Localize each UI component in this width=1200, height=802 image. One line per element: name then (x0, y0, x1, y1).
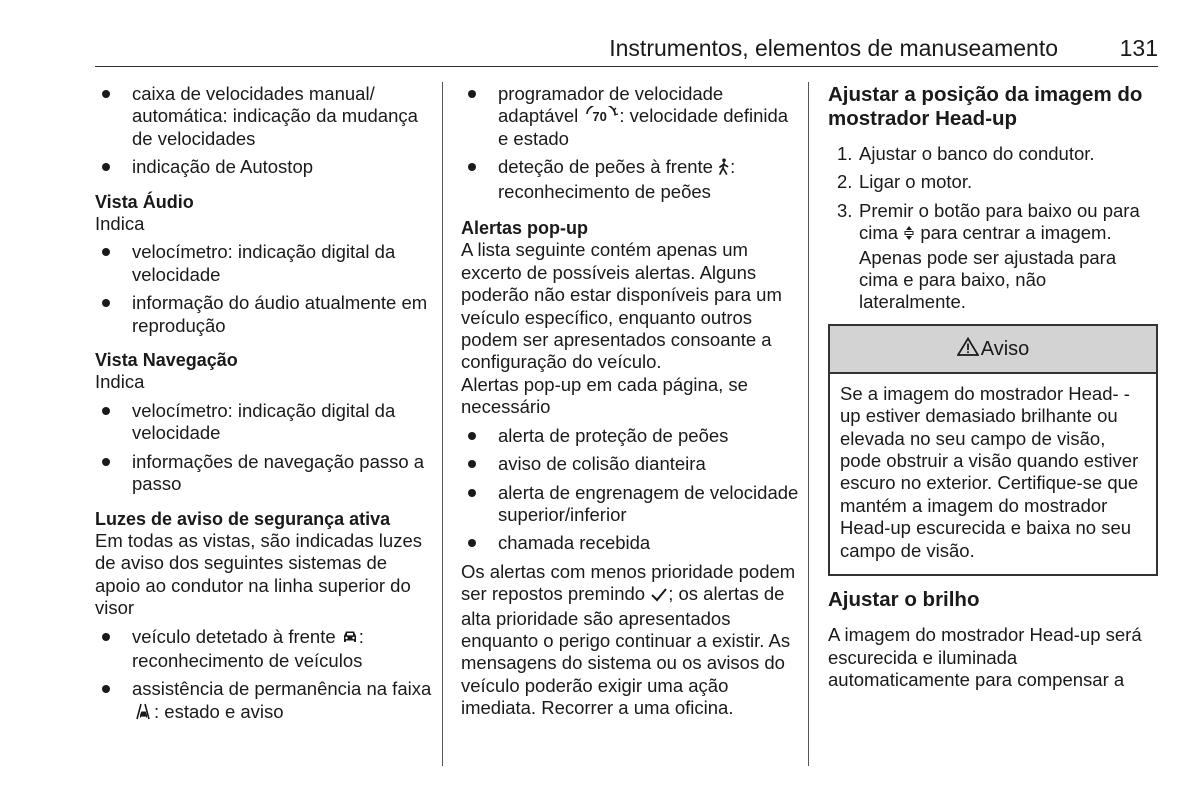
list-item: informação do áudio atualmente em reprodução (95, 292, 435, 337)
list-item (461, 156, 801, 203)
popup-alerts-text: A lista seguinte contém apenas um excerto de possíveis alertas. Alguns poderão não estar disponíveis para um veículo específico, enquanto outros podem ser apresentados consoante a configuração do veículo. (461, 239, 782, 373)
list-item-text: assistência de permanência na faixa (132, 678, 432, 700)
paragraph-text: ; os alertas de alta prioridade são apresentados enquanto o perigo continuar a existir. As mensagens do sistema ou os avisos do veículo poderão exigir uma ação imediata. Recorrer a uma oficina. (461, 583, 791, 719)
list-item (828, 171, 1158, 193)
list-item-text: : reconhecimento de veículos (132, 625, 364, 671)
navigation-view-heading: Vista Navegação (95, 350, 238, 371)
list-item: indicação de Autostop (95, 156, 435, 178)
step-text: Premir o botão para baixo ou para cima (859, 199, 1140, 244)
list-item (95, 678, 435, 725)
list-item-text: veículo detetado à frente (132, 625, 341, 647)
list-item-text: : estado e aviso (154, 700, 284, 722)
column-1 (95, 83, 435, 731)
warning-text: Se a imagem do mostrador Head- -up estiver demasiado brilhante ou elevada no seu campo de visão, pode obstruir a visão quando estiver escuro no exterior. Certifique-se que mantém a imagem do mostrador Head-up escurecida e baixa no seu campo de visão. (840, 382, 1139, 561)
warning-title: Aviso (980, 337, 1030, 360)
popup-alerts-heading: Alertas pop-up (461, 218, 589, 239)
list-item (95, 626, 435, 673)
navigation-view-intro: Indica (95, 371, 145, 393)
list-item (461, 83, 801, 150)
vehicle-ahead-icon (341, 628, 359, 650)
popup-alerts-page-text: Alertas pop-up em cada página, se necessário (461, 373, 748, 418)
warning-box (828, 324, 1158, 576)
adaptive-cruise-control-icon (583, 106, 619, 124)
safety-lights-text: Em todas as vistas, são indicadas luzes de aviso dos seguintes sistemas de apoio ao condutor na linha superior do visor (95, 529, 422, 619)
column-divider-1 (442, 82, 443, 766)
warning-triangle-icon (957, 337, 979, 361)
step-number: 3. (837, 199, 853, 221)
column-3 (828, 83, 1158, 691)
header-rule (95, 66, 1158, 67)
brightness-text: A imagem do mostrador Head-up será escurecida e iluminada automaticamente para compensar a (828, 624, 1142, 690)
pedestrian-icon (718, 158, 730, 180)
list-item-text: : reconhecimento de peões (498, 156, 736, 202)
step-text: Ajustar o banco do condutor. (859, 143, 1095, 164)
list-item: caixa de velocidades manual/ automática: indicação da mudança de velocidades (95, 83, 435, 150)
column-divider-2 (808, 82, 809, 766)
step-number: 2. (837, 171, 853, 193)
popup-alerts-list (461, 425, 801, 555)
paragraph-text: Os alertas com menos prioridade podem ser repostos premindo (461, 560, 796, 605)
list-item-text: : velocidade definida e estado (498, 105, 789, 149)
safety-lights-list (95, 626, 435, 726)
list-item-text: deteção de peões à frente (498, 156, 719, 178)
navigation-view-list (95, 400, 435, 496)
adjust-position-heading: Ajustar a posição da imagem do mostrador Head-up (828, 83, 1143, 130)
adjust-steps-list (828, 143, 1158, 314)
page-header-title: Instrumentos, elementos de manuseamento (609, 35, 1058, 61)
list-item: alerta de engrenagem de velocidade superior/inferior (461, 482, 801, 527)
list-item (828, 200, 1158, 314)
list-item: informações de navegação passo a passo (95, 451, 435, 496)
gearbox-list (95, 83, 435, 179)
audio-view-list (95, 241, 435, 337)
step-text: Ligar o motor. (859, 171, 973, 193)
up-down-adjust-icon (903, 224, 915, 246)
safety-lights-heading: Luzes de aviso de segurança ativa (95, 508, 391, 529)
step-text: para centrar a imagem. Apenas pode ser ajustada para cima e para baixo, não lateralmente. (859, 222, 1117, 313)
list-item: velocímetro: indicação digital da velocidade (95, 241, 435, 286)
lane-keep-assist-icon (132, 702, 154, 725)
audio-view-heading: Vista Áudio (95, 191, 194, 212)
list-item: alerta de proteção de peões (461, 425, 801, 447)
list-item: chamada recebida (461, 532, 801, 554)
list-item: velocímetro: indicação digital da velocidade (95, 400, 435, 445)
cruise-speed-value: 70 (592, 109, 607, 125)
adjust-brightness-heading: Ajustar o brilho (828, 588, 980, 612)
list-item: aviso de colisão dianteira (461, 453, 801, 475)
list-item (828, 143, 1158, 165)
page-number: 131 (1119, 35, 1158, 61)
features-list (461, 83, 801, 203)
popup-alerts-priority-text (461, 561, 801, 720)
step-number: 1. (837, 143, 853, 164)
list-item-text: programador de velocidade adaptável (498, 83, 724, 127)
column-2 (461, 83, 801, 720)
audio-view-intro: Indica (95, 213, 145, 235)
warning-header (830, 326, 1156, 374)
checkmark-icon (650, 585, 668, 607)
